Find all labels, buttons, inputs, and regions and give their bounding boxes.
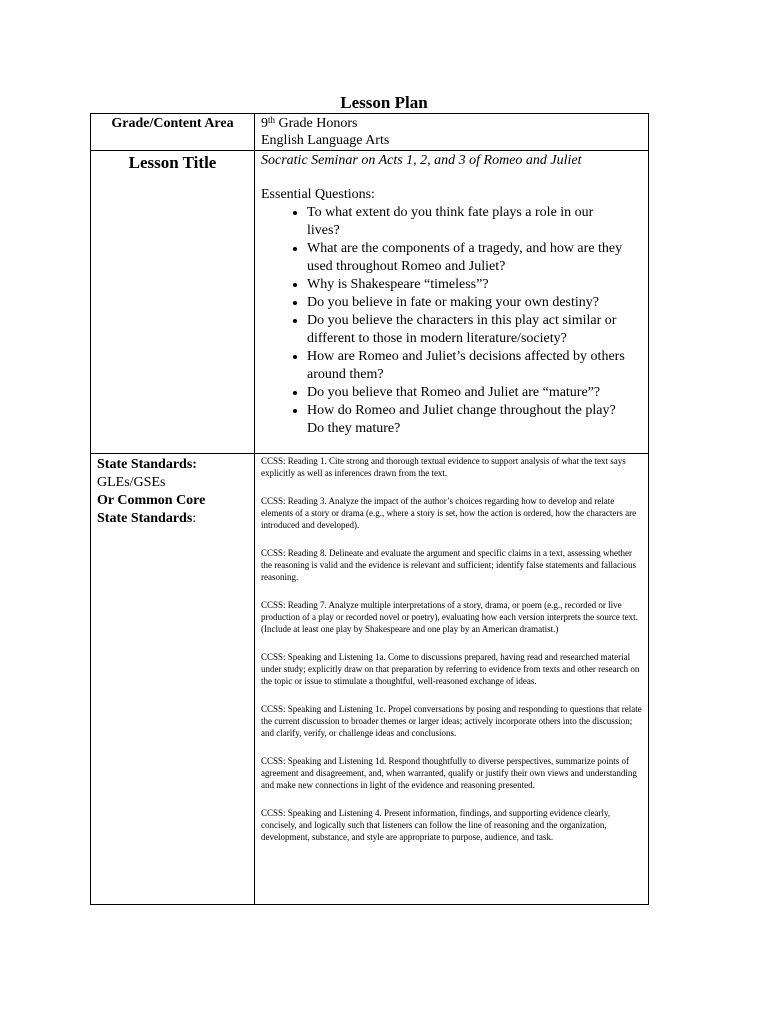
standards-label-line-3: Or Common Core	[97, 493, 206, 508]
standards-label-colon: :	[192, 511, 197, 526]
essential-questions-heading: Essential Questions:	[261, 187, 375, 202]
grade-content-area-label: Grade/Content Area	[91, 114, 255, 151]
standards-label-line-4	[97, 510, 254, 528]
grade-number: 9	[261, 116, 268, 131]
lesson-title-text: Socratic Seminar on Acts 1, 2, and 3 of Romeo and Juliet	[261, 153, 582, 168]
standard-item: CCSS: Reading 7. Analyze multiple interpretations of a story, drama, or poem (e.g., recorded or live production of a play or recorded novel or poetry), evaluating how each version interprets the source text. (Include at least one play by Shakespeare and one play by an American dramatist.)	[261, 600, 638, 634]
essential-questions-list	[261, 204, 648, 438]
essential-question: • Do you believe the characters in this play act similar or different to those in modern literature/society?	[307, 312, 648, 348]
grade-text: Grade Honors	[275, 116, 358, 131]
standard-item: CCSS: Reading 3. Analyze the impact of the author’s choices regarding how to develop and relate elements of a story or drama (e.g., where a story is set, how the action is ordered, how the characters are introduced and developed).	[261, 496, 637, 530]
essential-question: • Why is Shakespeare “timeless”?	[307, 276, 648, 294]
lesson-title-row	[91, 151, 649, 454]
essential-question: • To what extent do you think fate plays a role in our lives?	[307, 204, 648, 240]
standards-label	[91, 454, 255, 905]
essential-question: • How do Romeo and Juliet change throughout the play? Do they mature?	[307, 402, 648, 438]
standards-row	[91, 454, 649, 905]
essential-question: • What are the components of a tragedy, and how are they used throughout Romeo and Juliet?	[307, 240, 648, 276]
standard-item: CCSS: Speaking and Listening 1a. Come to discussions prepared, having read and researched material under study; explicitly draw on that preparation by referring to evidence from texts and other research on the topic or issue to stimulate a thoughtful, well-reasoned exchange of ideas.	[261, 652, 640, 686]
standard-item: CCSS: Reading 1. Cite strong and thorough textual evidence to support analysis of what the text says explicitly as well as inferences drawn from the text.	[261, 456, 626, 478]
standards-label-line-2: GLEs/GSEs	[97, 475, 166, 490]
grade-content-area-value	[255, 114, 649, 151]
lesson-title-label: Lesson Title	[91, 151, 255, 454]
standard-item: CCSS: Speaking and Listening 1d. Respond thoughtfully to diverse perspectives, summarize points of agreement and disagreement, and, when warranted, qualify or justify their own views and understanding and make new connections in light of the evidence and reasoning presented.	[261, 756, 637, 790]
essential-question: • Do you believe that Romeo and Juliet are “mature”?	[307, 384, 648, 402]
essential-question: • How are Romeo and Juliet’s decisions affected by others around them?	[307, 348, 648, 384]
grade-suffix: th	[268, 115, 276, 125]
subject-line: English Language Arts	[261, 133, 390, 148]
lesson-title-value	[255, 151, 649, 454]
page-title: Lesson Plan	[340, 93, 428, 112]
standards-label-line-1: State Standards:	[97, 457, 197, 472]
essential-question: • Do you believe in fate or making your own destiny?	[307, 294, 648, 312]
grade-line	[261, 115, 648, 132]
standard-item: CCSS: Speaking and Listening 4. Present information, findings, and supporting evidence clearly, concisely, and logically such that listeners can follow the line of reasoning and the organization, development, substance, and style are appropriate to purpose, audience, and task.	[261, 808, 611, 842]
standards-label-line-4-text: State Standards	[97, 511, 193, 526]
lesson-plan-table	[90, 113, 649, 905]
standard-item: CCSS: Reading 8. Delineate and evaluate the argument and specific claims in a text, assessing whether the reasoning is valid and the evidence is relevant and sufficient; identify false statements and fallacious reasoning.	[261, 548, 636, 582]
grade-row	[91, 114, 649, 151]
standards-list	[255, 454, 649, 905]
standard-item: CCSS: Speaking and Listening 1c. Propel conversations by posing and responding to questions that relate the current discussion to broader themes or larger ideas; actively incorporate others into the discussion; and clarify, verify, or challenge ideas and conclusions.	[261, 704, 642, 738]
